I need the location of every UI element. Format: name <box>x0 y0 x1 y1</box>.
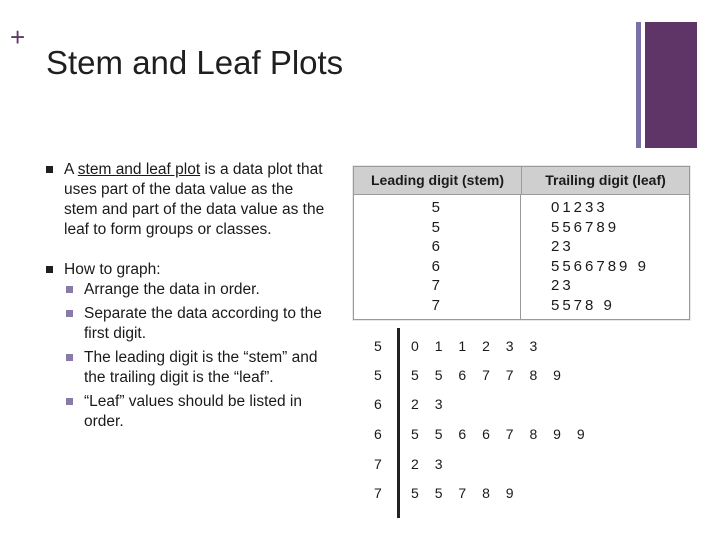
stem-divider-line <box>397 328 400 518</box>
plot-leaf: 7 <box>505 367 514 383</box>
plot-leaf: 3 <box>529 338 538 354</box>
plot-leaves <box>411 394 458 414</box>
sub-bullet-marker <box>66 354 73 361</box>
sub-bullet <box>64 304 330 344</box>
plot-leaf: 5 <box>411 426 419 442</box>
stem-leaf-link[interactable]: stem and leaf plot <box>77 161 201 178</box>
bullet-marker <box>46 266 53 273</box>
plot-stem: 5 <box>374 367 382 383</box>
plot-leaf: 8 <box>482 485 490 501</box>
plot-leaf: 5 <box>411 485 419 501</box>
header-leaf: Trailing digit (leaf) <box>545 172 666 188</box>
plot-leaf: 2 <box>482 338 490 354</box>
plot-leaf: 7 <box>458 485 467 501</box>
sub-bullet-text: “Leaf” values should be listed in order. <box>84 393 302 430</box>
bullet-marker <box>46 166 53 173</box>
sub-bullet-list <box>64 280 330 432</box>
stem-cell: 6 <box>431 238 440 255</box>
sub-bullet-marker <box>66 310 73 317</box>
leaf-cell: 5566789 9 <box>551 257 649 275</box>
stem-leaf-plot <box>368 328 598 518</box>
sub-bullet-marker <box>66 398 73 405</box>
bullet-definition <box>40 160 330 240</box>
plot-leaves <box>411 336 553 356</box>
table-header <box>354 167 689 195</box>
stem-cell: 5 <box>431 199 440 216</box>
plot-leaf: 7 <box>505 426 514 442</box>
plot-leaves <box>411 424 601 444</box>
plot-leaf: 6 <box>458 426 467 442</box>
plot-leaf: 7 <box>482 367 490 383</box>
leaf-cell: 01233 <box>551 199 608 216</box>
sub-bullet-marker <box>66 286 73 293</box>
sub-bullet <box>64 392 330 432</box>
plot-leaf: 3 <box>505 338 514 354</box>
plot-leaf: 9 <box>553 367 561 383</box>
bullet-list <box>40 160 330 452</box>
sub-bullet <box>64 348 330 388</box>
plot-stem: 5 <box>374 338 382 354</box>
plot-leaf: 1 <box>434 338 443 354</box>
plot-leaf: 9 <box>553 426 561 442</box>
plot-stem: 6 <box>374 426 382 442</box>
decorative-bar-thin <box>636 22 641 148</box>
plus-icon: + <box>10 22 26 52</box>
stem-cell: 7 <box>431 296 440 314</box>
plot-leaf: 8 <box>529 367 538 383</box>
sub-bullet <box>64 280 330 300</box>
plot-stem: 7 <box>374 456 382 472</box>
leaf-cell: 556789 <box>551 218 620 236</box>
decorative-bar-thick <box>645 22 697 148</box>
plot-stem: 7 <box>374 485 382 501</box>
plot-stem: 6 <box>374 396 382 412</box>
bullet-heading: How to graph: <box>64 261 161 278</box>
header-stem: Leading digit (stem) <box>354 167 522 194</box>
stem-column <box>354 195 521 319</box>
plot-leaf: 2 <box>411 456 419 472</box>
plot-leaf: 6 <box>482 426 490 442</box>
leaf-cell: 5578 9 <box>551 296 615 314</box>
stem-leaf-table <box>353 166 690 320</box>
leaf-cell: 23 <box>551 238 574 255</box>
leaf-cell: 23 <box>551 277 574 294</box>
plot-leaf: 5 <box>411 367 419 383</box>
leaf-column <box>521 195 689 319</box>
bullet-how-to-graph <box>40 260 330 432</box>
plot-leaves <box>411 483 529 503</box>
plot-leaves <box>411 454 458 474</box>
plot-leaf: 1 <box>458 338 467 354</box>
table-body <box>354 195 689 319</box>
plot-leaf: 5 <box>434 426 443 442</box>
plot-leaf: 9 <box>505 485 514 501</box>
plot-leaves <box>411 365 577 385</box>
sub-bullet-text: The leading digit is the “stem” and the trailing digit is the “leaf”. <box>84 349 318 386</box>
slide-title: Stem and Leaf Plots <box>46 44 344 81</box>
plot-leaf: 9 <box>576 426 585 442</box>
sub-bullet-text: Arrange the data in order. <box>84 281 260 298</box>
plot-leaf: 6 <box>458 367 467 383</box>
bullet-text-pre: A <box>64 161 78 178</box>
sub-bullet-text: Separate the data according to the first digit. <box>84 305 322 342</box>
plot-leaf: 3 <box>434 456 443 472</box>
plot-leaf: 0 <box>411 338 419 354</box>
plot-leaf: 3 <box>434 396 443 412</box>
stem-cell: 6 <box>431 257 440 275</box>
stem-cell: 5 <box>431 218 440 236</box>
plot-leaf: 8 <box>529 426 538 442</box>
plot-leaf: 5 <box>434 367 443 383</box>
plot-leaf: 5 <box>434 485 443 501</box>
bullet-text-post: is a data plot that uses part of the data value as the stem and part of the data value as the leaf to form groups or classes. <box>64 161 325 238</box>
plot-leaf: 2 <box>411 396 419 412</box>
stem-cell: 7 <box>431 277 440 294</box>
